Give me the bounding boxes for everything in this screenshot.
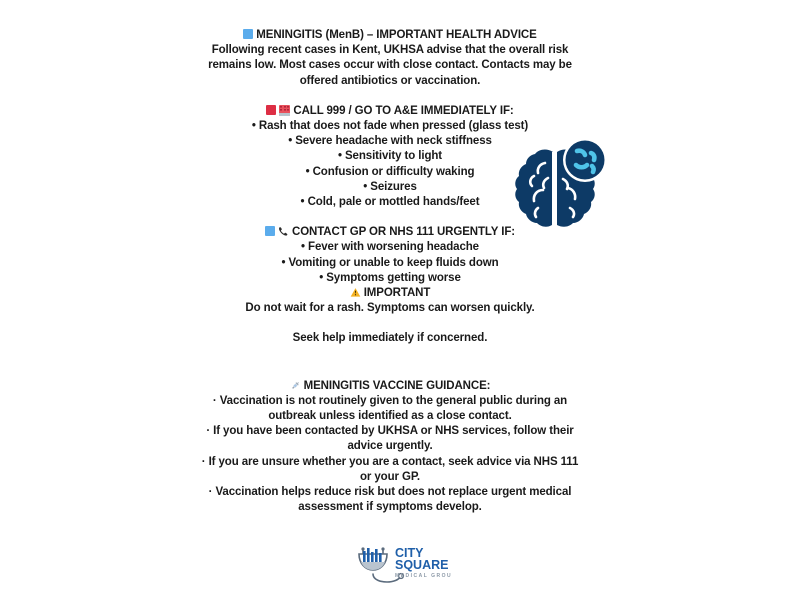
red-square-icon: [266, 105, 276, 115]
city-square-medical-group-logo: [352, 542, 452, 586]
vaccine-title-row: [196, 379, 584, 394]
logo-line2: SQUARE: [395, 558, 449, 572]
urgent-title: CONTACT GP OR NHS 111 URGENTLY IF:: [291, 226, 516, 239]
logo-line1: CITY: [395, 546, 424, 560]
header-title: MENINGITIS (MenB) – IMPORTANT HEALTH ADVICE: [256, 29, 537, 41]
warning-triangle-icon: [350, 287, 361, 298]
vaccine-item: · If you are unsure whether you are a contact, seek advice via NHS 111 or your GP.: [201, 455, 579, 483]
vaccine-item: · Vaccination helps reduce risk but does not replace urgent medical assessment if symptoms develop.: [208, 486, 572, 514]
header-body: Following recent cases in Kent, UKHSA advise that the overall risk remains low. Most cases occur with close contact. Contacts may be offered antibiotics or vaccination.: [208, 44, 572, 87]
spacer: [196, 316, 584, 331]
blue-square-icon: [243, 29, 253, 39]
vaccine-title: MENINGITIS VACCINE GUIDANCE:: [303, 379, 491, 392]
important-body: Do not wait for a rash. Symptoms can worsen quickly.: [245, 302, 535, 315]
spacer: [196, 347, 584, 379]
important-label: IMPORTANT: [363, 287, 431, 300]
blue-square-icon: [265, 226, 275, 236]
spacer: [196, 89, 584, 104]
urgent-item: • Fever with worsening headache: [301, 241, 479, 254]
header-title-row: [196, 28, 584, 43]
emergency-item: • Confusion or difficulty waking: [305, 165, 475, 178]
urgent-item: • Symptoms getting worse: [319, 271, 461, 284]
important-label-row: [196, 286, 584, 301]
poster-content: [196, 28, 584, 515]
emergency-item: • Severe headache with neck stiffness: [288, 135, 492, 148]
syringe-icon: [290, 380, 301, 391]
urgent-item: • Vomiting or unable to keep fluids down: [281, 256, 499, 269]
emergency-item: • Rash that does not fade when pressed (glass test): [251, 120, 529, 133]
vaccine-item: · Vaccination is not routinely given to the general public during an outbreak unless identified as a close contact.: [212, 394, 568, 423]
emergency-title-row: [196, 104, 584, 119]
emergency-title: CALL 999 / GO TO A&E IMMEDIATELY IF:: [293, 104, 514, 117]
closing-line: Seek help immediately if concerned.: [292, 332, 488, 345]
brain-with-bacteria-magnifier-icon: [512, 138, 608, 236]
telephone-icon: [278, 226, 289, 237]
emergency-item: • Cold, pale or mottled hands/feet: [300, 196, 480, 209]
emergency-item: • Seizures: [363, 180, 417, 193]
logo-line3: MEDICAL GROUP: [395, 573, 452, 579]
vaccine-item: · If you have been contacted by UKHSA or NHS services, follow their advice urgently.: [206, 425, 574, 453]
hospital-icon: [279, 105, 290, 116]
emergency-item: • Sensitivity to light: [337, 150, 443, 163]
